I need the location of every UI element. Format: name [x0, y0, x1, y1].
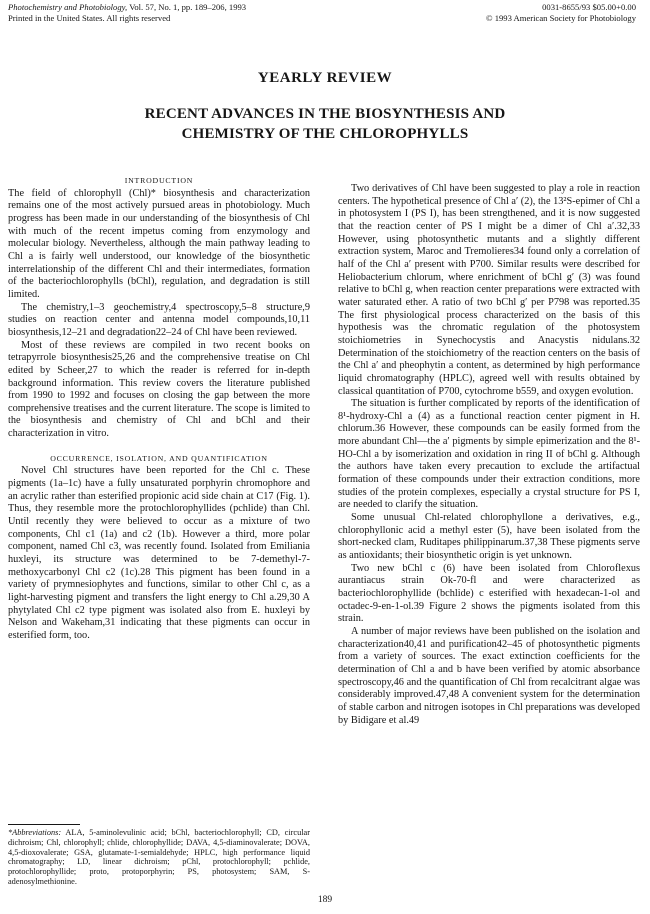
title-line-2: CHEMISTRY OF THE CHLOROPHYLLS: [181, 126, 469, 142]
page-number: 189: [317, 895, 333, 905]
review-kicker: YEARLY REVIEW: [257, 70, 393, 86]
abbreviations-footnote: [8, 828, 310, 887]
footnote-lead: *Abbreviations:: [8, 828, 62, 837]
right-paragraph-5: A number of major reviews have been published on the isolation and characterization40,41 and purification42–45 of photosynthetic pigments from a variety of sources. The exact extinction coefficients for the determination of Chl a and b have been verified by atomic absorbance spectroscopy,46 and the quantification of Chl from recalcitrant algae was considerably improved.47,48 A convenient system for the determination of stable carbon and nitrogen isotopes in Chl preparations was developed by Bidigare et al.49: [338, 625, 640, 726]
section-heading-introduction: INTRODUCTION: [124, 176, 194, 185]
right-paragraph-2: The situation is further complicated by reports of the identification of 8¹-hydroxy-Chl a (4) as a functional reaction center pigment in H. chlorum.36 However, these compounds can be easily formed from the more abundant Chl—the a′ pigments by simple epimerization and the 8¹-HO-Chl a by isomerization and oxidation in ring II of bChl g. Although the authors have taken every precaution to exclude the artifactual formation of these compounds under their extraction conditions, more studies of the protein complexes, especially a crystal structure for PS I, are needed to clarify the situation.: [338, 398, 640, 511]
article-code: 0031-8655/93 $05.00+0.00: [542, 2, 636, 12]
footnote-text: ALA, 5-aminolevulinic acid; bChl, bacteriochlorophyll; CD, circular dichroism; Chl, chlorophyll; chlide, chlorophyllide; DAVA, 4,5-diaminovalerate; DOVA, 4,5-dioxovalerate; GSA, glutamate-1-semialdehyde; HPLC, high performance liquid chromatography; LD, linear dichroism; pChl, protochlorophyll; pchlide, protochlorophyllide; proto, protoporphyrin; PS, photosystem; SAM, S-adenosylmethionine.: [8, 828, 310, 886]
intro-paragraph-3: Most of these reviews are compiled in two recent books on tetrapyrrole biosynthesis25,26 and the comprehensive treatise on Chl edited by Scheer,27 to which the reader is referred for in-depth background information. This review covers the literature published from 1990 to 1992 and focuses on closing the gap between the more comprehensive treatises and the current literature. The scope is limited to the biosynthesis and chemistry of Chl and bChl and their characterization in vitro.: [8, 339, 310, 440]
title-line-1: RECENT ADVANCES IN THE BIOSYNTHESIS AND: [144, 106, 506, 122]
intro-paragraph-1: The field of chlorophyll (Chl)* biosynthesis and characterization remains one of the most actively pursued areas in photobiology. Much progress has been made in our understanding of the biosynthesis of Chl with much of the recent impetus coming from enzymology and molecular biology. Nevertheless, although the main pathway leading to Chl a is fairly well understood, our knowledge of the biosynthetic interrelationship of the different Chl and their intermediates, formation of the bacteriochlorophylls (bChl), regulation, and degradation is still limited.: [8, 187, 310, 300]
article-title: [60, 104, 590, 144]
journal-citation: Vol. 57, No. 1, pp. 189–206, 1993: [129, 2, 247, 12]
printed-notice: Printed in the United States. All rights reserved: [8, 12, 171, 23]
intro-paragraph-2: The chemistry,1–3 geochemistry,4 spectroscopy,5–8 structure,9 studies on reaction center and antenna model compounds,10,11 biosynthesis,12–21 and degradation22–24 of Chl have been reviewed.: [8, 301, 310, 338]
section-heading-occurrence: OCCURRENCE, ISOLATION, AND QUANTIFICATION: [50, 453, 268, 463]
running-header-right: [486, 2, 636, 23]
copyright-notice: © 1993 American Society for Photobiology: [486, 12, 636, 23]
occurrence-paragraph-1: Novel Chl structures have been reported for the Chl c. These pigments (1a–1c) have a fully unsaturated porphyrin chromophore and an acrylic rather than esterified propionic acid side chain at C17 (Fig. 1). Thus, they resemble more the protochlorophyllides (pchlide) than Chl. Until recently they were believed to occur as a mixture of two components, Chl c1 (1a) and c2 (1b). However a third, more polar component, named Chl c3, was recently found. Isolated from Emiliania huxleyi, its structure was determined to be 7-demethyl-7-methoxycarbonyl Chl c2 (1c).28 This pigment has been found in a variety of prymnesiophytes and functions, similar to other Chl c, as a light-harvesting pigment and transfers the light energy to Chl a.29,30 A phytylated Chl c2 type pigment was isolated also from E. huxleyi by Nelson and Wakeham,31 indicating that these pigments can occur in esterified form, too.: [8, 465, 310, 641]
running-header-left: [8, 2, 246, 23]
journal-name: Photochemistry and Photobiology,: [8, 2, 128, 12]
right-paragraph-4: Two new bChl c (6) have been isolated from Chloroflexus aurantiacus strain Ok-70-fl and were characterized as bacteriochlorophyllide (bchlide) c esterified with hexadecan-1-ol and octadec-9-en-1-ol.39 Figure 2 shows the pigments isolated from this strain.: [338, 562, 640, 625]
footnote-rule: [8, 824, 80, 825]
right-paragraph-1: Two derivatives of Chl have been suggested to play a role in reaction centers. The hypothetical presence of Chl a′ (2), the 13²S-epimer of Chl a in photosystem I (PS I), has been strengthened, and it is now suggested that the reaction center of PS I might be a dimer of Chl a′.32,33 However, using photosynthetic mutants and a slightly different extraction system, Maroc and Tremolieres34 found only a correlation of half of the Chl a′ present with P700. Similar results were described for Heliobacterium chlorum, where enrichment of bChl g′ (3) was found relative to bChl g, when reaction center preparations were extracted with water saturated ether. A ratio of two bChl g′ per P798 was reported.35 The first physiological process characterized on the basis of this hypothesis was the chromatic regulation of the photosystem stoichiometries in Synechocystis and Anacystis nidulans.32 Determination of the stoichiometry of the reaction centers on the basis of the Chl a′ and pheophytin a content, as determined by high performance liquid chromatography (HPLC), agreed well with results obtained by classical quantitation of P700, cytochrome b559, and oxygen evolution.: [338, 183, 640, 397]
right-column: [338, 183, 640, 727]
left-column: [8, 175, 310, 643]
right-paragraph-3: Some unusual Chl-related chlorophyllone a derivatives, e.g., chlorophyllonic acid a methyl ester (5), have been isolated from the short-necked clam, Ruditapes philippinarum.37,38 These pigments serve as antioxidants; their biosynthetic origin is yet unknown.: [338, 512, 640, 562]
